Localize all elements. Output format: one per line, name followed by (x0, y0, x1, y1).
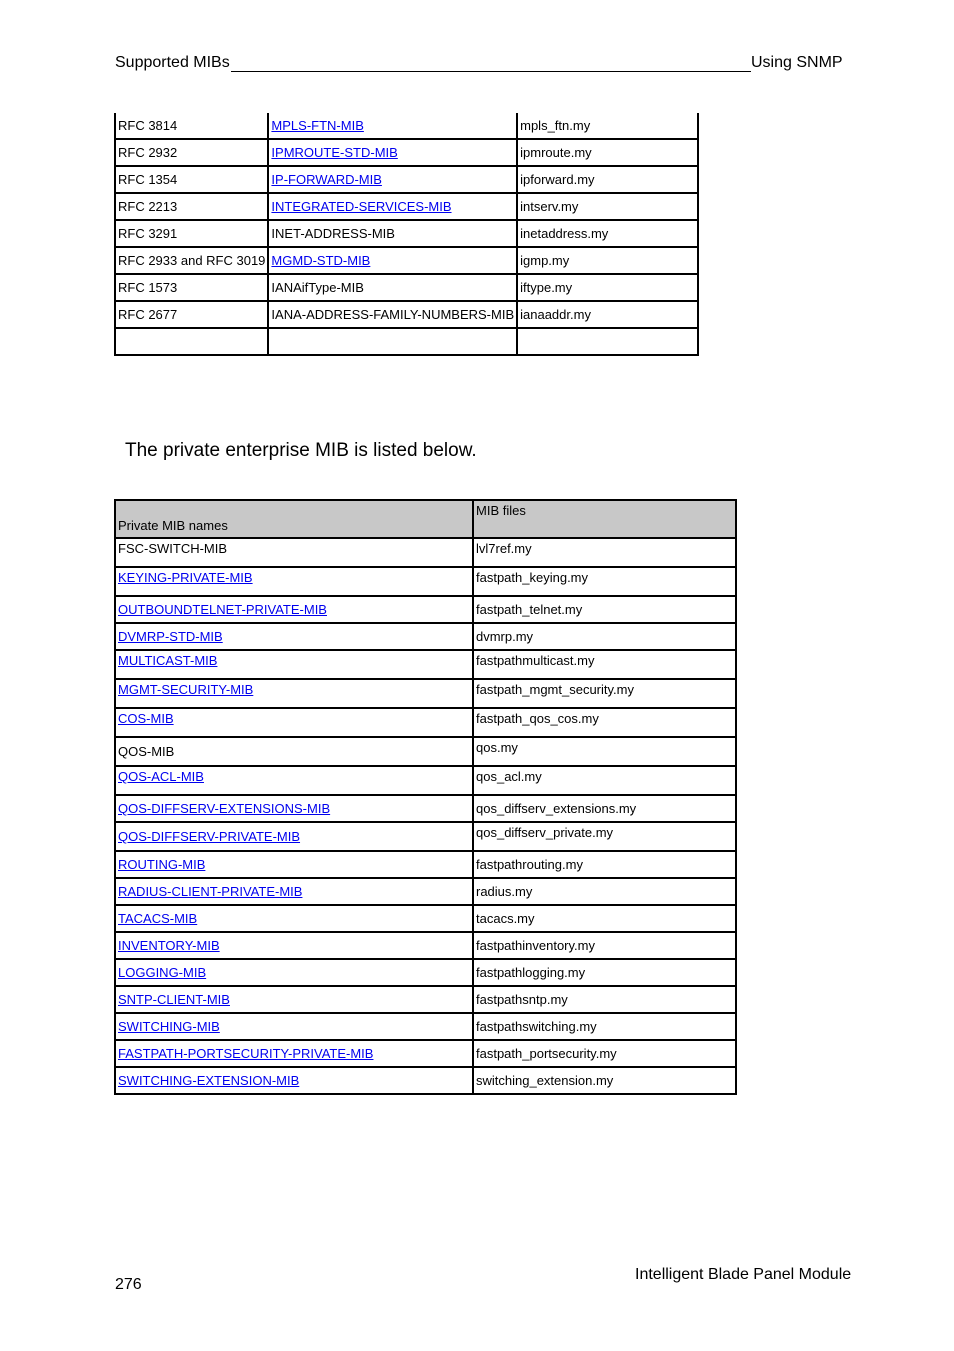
table-row (115, 596, 736, 623)
header-rule (231, 71, 751, 72)
rfc-cell (115, 193, 268, 220)
cell-text: fastpathlogging.my (476, 965, 586, 980)
cell-text: qos_diffserv_extensions.my (476, 801, 637, 816)
mib-link[interactable]: SWITCHING-MIB (118, 1019, 220, 1034)
mib-name-cell (268, 166, 517, 193)
mib-name-cell (268, 139, 517, 166)
mib-name-cell (115, 959, 473, 986)
mib-link[interactable]: QOS-ACL-MIB (118, 769, 204, 784)
mib-file-cell (517, 247, 698, 274)
rfc-cell (115, 328, 268, 355)
cell-text: dvmrp.my (476, 629, 534, 644)
mib-name-cell (268, 113, 517, 139)
mib-file-cell (473, 737, 736, 766)
mib-link[interactable]: MGMT-SECURITY-MIB (118, 682, 254, 697)
table-row (115, 932, 736, 959)
cell-text: fastpath_mgmt_security.my (476, 682, 634, 697)
mib-link[interactable]: OUTBOUNDTELNET-PRIVATE-MIB (118, 602, 327, 617)
cell-text: lvl7ref.my (476, 541, 532, 556)
column-header-mib-names: Private MIB names (115, 500, 473, 538)
table-row (115, 166, 698, 193)
mib-name-cell (268, 301, 517, 328)
mib-name-cell (268, 274, 517, 301)
mib-file-cell (517, 166, 698, 193)
table-row (115, 1013, 736, 1040)
mib-link[interactable]: INVENTORY-MIB (118, 938, 220, 953)
cell-text: fastpath_qos_cos.my (476, 711, 599, 726)
mib-link[interactable]: MPLS-FTN-MIB (271, 118, 364, 133)
rfc-cell (115, 301, 268, 328)
cell-text: INET-ADDRESS-MIB (271, 226, 395, 241)
mib-name-cell (115, 822, 473, 851)
mib-link[interactable]: DVMRP-STD-MIB (118, 629, 223, 644)
cell-text: ipmroute.my (520, 145, 592, 160)
mib-file-cell (517, 301, 698, 328)
mib-name-cell (115, 1067, 473, 1094)
cell-text: tacacs.my (476, 911, 535, 926)
cell-text: qos_diffserv_private.my (476, 825, 614, 840)
mib-file-cell (473, 795, 736, 822)
mib-link[interactable]: FASTPATH-PORTSECURITY-PRIVATE-MIB (118, 1046, 374, 1061)
table-row (115, 139, 698, 166)
private-mib-table (114, 499, 737, 1095)
cell-text: RFC 2213 (118, 199, 178, 214)
mib-name-cell (115, 795, 473, 822)
cell-text: iftype.my (520, 280, 573, 295)
table-row (115, 650, 736, 679)
rfc-cell (115, 247, 268, 274)
rfc-cell (115, 274, 268, 301)
cell-text: switching_extension.my (476, 1073, 614, 1088)
mib-link[interactable]: ROUTING-MIB (118, 857, 206, 872)
mib-file-cell (473, 932, 736, 959)
mib-file-cell (473, 596, 736, 623)
mib-file-cell (517, 139, 698, 166)
cell-text: RFC 1573 (118, 280, 178, 295)
mib-name-cell (115, 932, 473, 959)
cell-text: RFC 3814 (118, 118, 178, 133)
mib-file-cell (473, 623, 736, 650)
mib-file-cell (473, 851, 736, 878)
mib-name-cell (115, 567, 473, 596)
mib-name-cell (115, 737, 473, 766)
mib-name-cell (115, 679, 473, 708)
cell-text: igmp.my (520, 253, 570, 268)
mib-link[interactable]: LOGGING-MIB (118, 965, 207, 980)
cell-text: inetaddress.my (520, 226, 609, 241)
cell-text: fastpath_keying.my (476, 570, 589, 585)
mib-name-cell (115, 596, 473, 623)
cell-text: FSC-SWITCH-MIB (118, 541, 228, 556)
mib-file-cell (517, 220, 698, 247)
cell-text: fastpathsntp.my (476, 992, 568, 1007)
table-row (115, 247, 698, 274)
rfc-cell (115, 220, 268, 247)
mib-name-cell (115, 878, 473, 905)
mib-name-cell (268, 193, 517, 220)
mib-link[interactable]: MGMD-STD-MIB (271, 253, 371, 268)
table-row (115, 328, 698, 355)
table-row (115, 113, 698, 139)
mib-name-cell (115, 851, 473, 878)
mib-link[interactable]: COS-MIB (118, 711, 174, 726)
rfc-cell (115, 139, 268, 166)
mib-file-cell (517, 274, 698, 301)
table-row (115, 301, 698, 328)
mib-link[interactable]: TACACS-MIB (118, 911, 198, 926)
table-row (115, 708, 736, 737)
mib-name-cell (115, 986, 473, 1013)
cell-text: RFC 2932 (118, 145, 178, 160)
mib-link[interactable]: QOS-DIFFSERV-EXTENSIONS-MIB (118, 801, 331, 816)
page-number: 276 (115, 1276, 142, 1293)
mib-name-cell (115, 623, 473, 650)
table-row (115, 986, 736, 1013)
mib-file-cell (473, 878, 736, 905)
cell-text: fastpath_portsecurity.my (476, 1046, 617, 1061)
table-row (115, 959, 736, 986)
table-row (115, 766, 736, 795)
cell-text: IANA-ADDRESS-FAMILY-NUMBERS-MIB (271, 307, 515, 322)
cell-text: ipforward.my (520, 172, 595, 187)
footer-title: Intelligent Blade Panel Module (635, 1266, 852, 1283)
mib-name-cell (115, 650, 473, 679)
private-mib-intro: The private enterprise MIB is listed below. (125, 440, 477, 461)
mib-name-cell (115, 538, 473, 567)
cell-text: intserv.my (520, 199, 579, 214)
mib-link[interactable]: MULTICAST-MIB (118, 653, 218, 668)
table-row (115, 1040, 736, 1067)
table-row (115, 220, 698, 247)
mib-file-cell (517, 193, 698, 220)
table-row (115, 538, 736, 567)
cell-text: RFC 2933 and RFC 3019 (118, 253, 266, 268)
mib-name-cell (115, 905, 473, 932)
mib-link[interactable]: INTEGRATED-SERVICES-MIB (271, 199, 452, 214)
header-chapter-title: Using SNMP (751, 54, 843, 71)
mib-link[interactable]: SWITCHING-EXTENSION-MIB (118, 1073, 300, 1088)
table-row (115, 822, 736, 851)
table-row (115, 193, 698, 220)
cell-text: qos.my (476, 740, 518, 755)
cell-text: RFC 1354 (118, 172, 178, 187)
cell-text: fastpathrouting.my (476, 857, 583, 872)
mib-link[interactable]: SNTP-CLIENT-MIB (118, 992, 230, 1007)
cell-text: ianaaddr.my (520, 307, 591, 322)
table-row (115, 274, 698, 301)
mib-name-cell (268, 220, 517, 247)
mib-name-cell (268, 328, 517, 355)
cell-text: qos_acl.my (476, 769, 542, 784)
table-row (115, 737, 736, 766)
mib-link[interactable]: QOS-DIFFSERV-PRIVATE-MIB (118, 829, 301, 844)
table-row (115, 679, 736, 708)
cell-text: fastpath_telnet.my (476, 602, 583, 617)
mib-name-cell (268, 247, 517, 274)
table-row (115, 795, 736, 822)
mib-file-cell (473, 1013, 736, 1040)
table-row (115, 623, 736, 650)
mib-file-cell (517, 328, 698, 355)
mib-file-cell (473, 679, 736, 708)
table-row (115, 567, 736, 596)
mib-file-cell (473, 822, 736, 851)
cell-text: IANAifType-MIB (271, 280, 364, 295)
cell-text: RFC 3291 (118, 226, 178, 241)
mib-file-cell (473, 538, 736, 567)
header-section-title: Supported MIBs (115, 54, 230, 71)
mib-file-cell (473, 959, 736, 986)
mib-file-cell (473, 1067, 736, 1094)
mib-file-cell (473, 708, 736, 737)
mib-file-cell (473, 1040, 736, 1067)
cell-text: radius.my (476, 884, 533, 899)
cell-text: RFC 2677 (118, 307, 178, 322)
mib-file-cell (517, 113, 698, 139)
cell-text: QOS-MIB (118, 744, 175, 759)
rfc-cell (115, 166, 268, 193)
column-header-mib-files: MIB files (473, 500, 736, 538)
mib-file-cell (473, 650, 736, 679)
table-row (115, 851, 736, 878)
cell-text: fastpathswitching.my (476, 1019, 597, 1034)
mib-name-cell (115, 1040, 473, 1067)
mib-file-cell (473, 986, 736, 1013)
table-row (115, 905, 736, 932)
mib-link[interactable]: RADIUS-CLIENT-PRIVATE-MIB (118, 884, 303, 899)
table-header-row (115, 500, 736, 538)
mib-link[interactable]: IP-FORWARD-MIB (271, 172, 382, 187)
table-row (115, 1067, 736, 1094)
cell-text: fastpathinventory.my (476, 938, 595, 953)
mib-file-cell (473, 567, 736, 596)
mib-link[interactable]: KEYING-PRIVATE-MIB (118, 570, 253, 585)
cell-text: fastpathmulticast.my (476, 653, 595, 668)
mib-name-cell (115, 708, 473, 737)
mib-link[interactable]: IPMROUTE-STD-MIB (271, 145, 398, 160)
mib-file-cell (473, 905, 736, 932)
mib-name-cell (115, 766, 473, 795)
rfc-cell (115, 113, 268, 139)
table-row (115, 878, 736, 905)
mib-file-cell (473, 766, 736, 795)
standard-mib-table (114, 113, 699, 356)
mib-name-cell (115, 1013, 473, 1040)
cell-text: mpls_ftn.my (520, 118, 591, 133)
